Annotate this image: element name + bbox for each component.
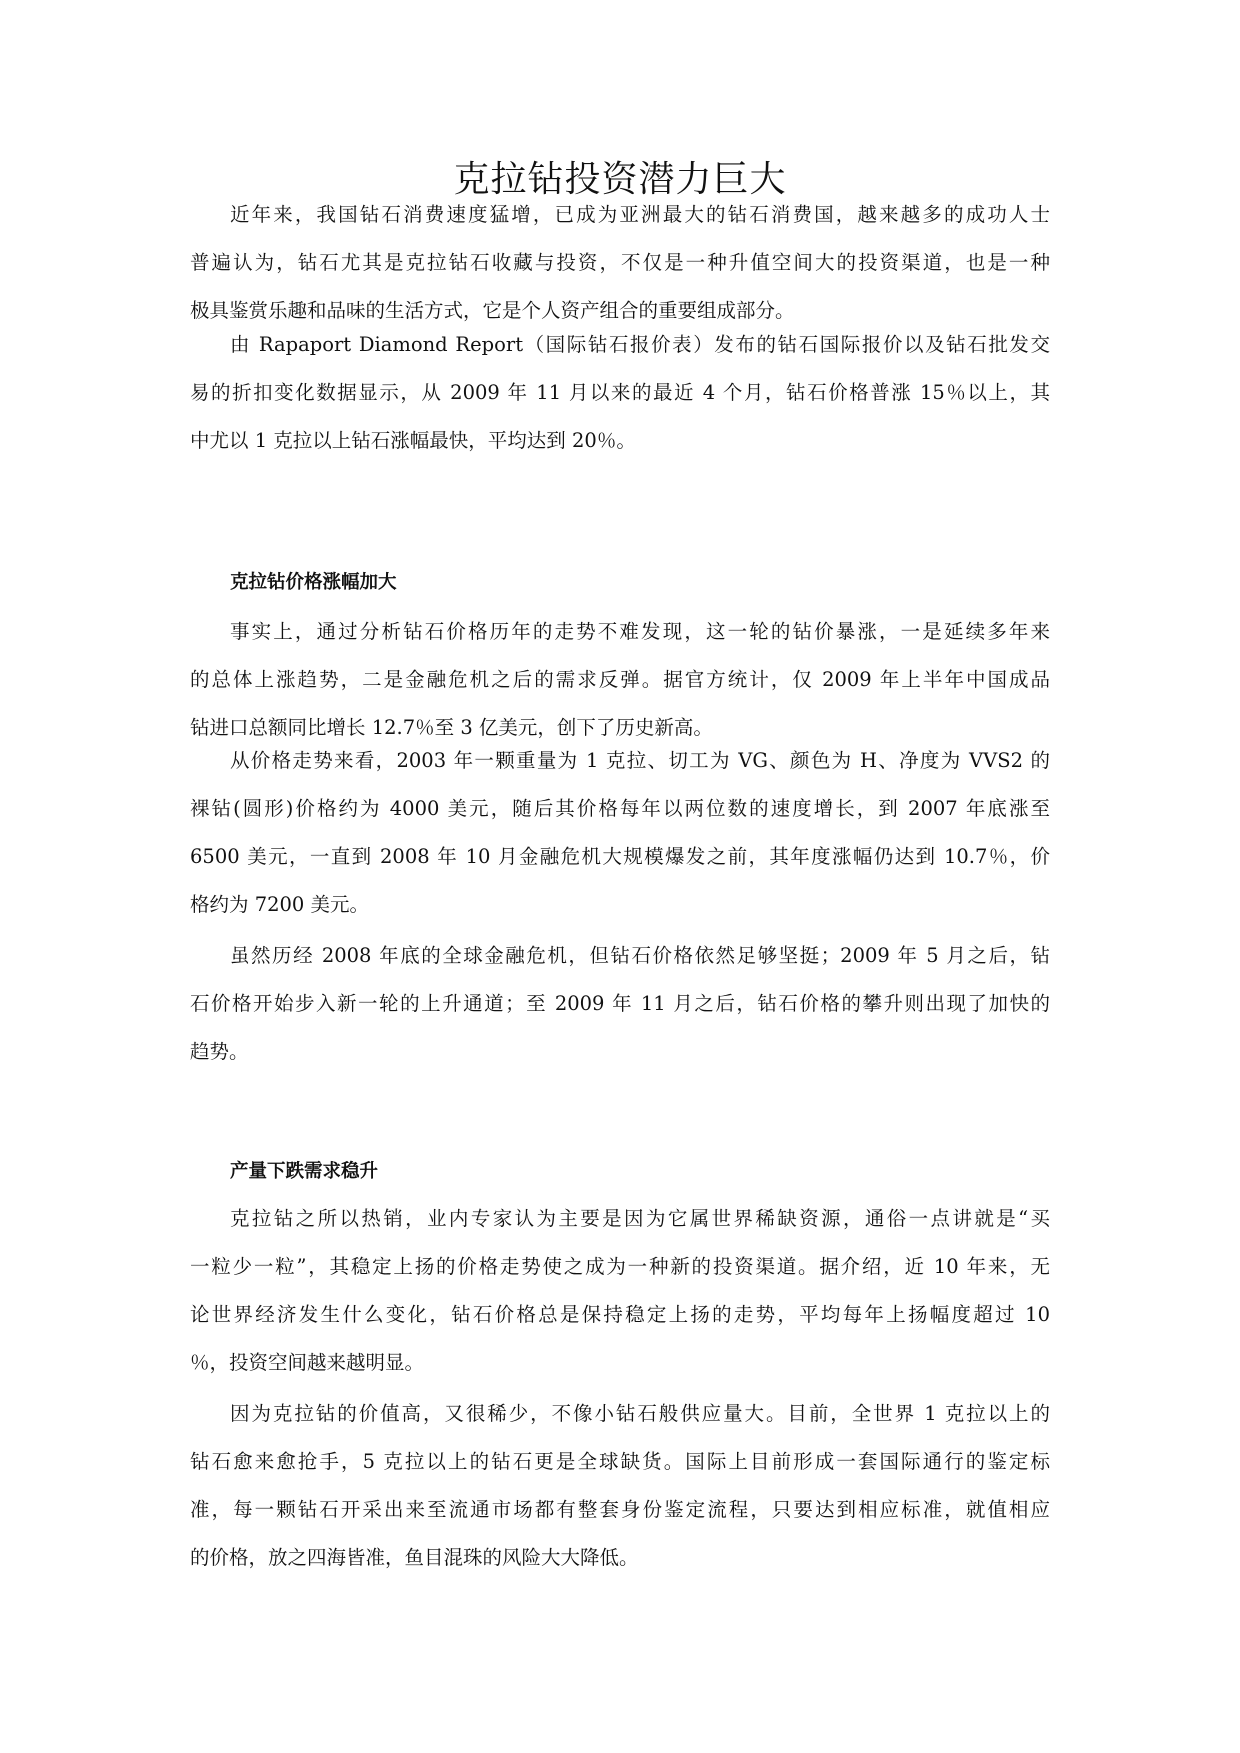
paragraph-value: [190, 1390, 1050, 1582]
paragraph-line: 虽然历经 2008 年底的全球金融危机，但钻石价格依然足够坚挺；2009 年 5 月之后，钻: [230, 944, 1050, 967]
paragraph-rapaport: [190, 321, 1050, 465]
paragraph-line: 钻进口总额同比增长 12.7％至 3 亿美元，创下了历史新高。: [190, 716, 713, 739]
section-heading-supply-demand: 产量下跌需求稳升: [230, 1161, 379, 1182]
paragraph-line: 6500 美元，一直到 2008 年 10 月金融危机大规模爆发之前，其年度涨幅仍达到 10.7％，价: [190, 845, 1050, 868]
paragraph-line: 钻石愈来愈抢手，5 克拉以上的钻石更是全球缺货。国际上目前形成一套国际通行的鉴定标: [190, 1450, 1050, 1473]
paragraph-line: 极具鉴赏乐趣和品味的生活方式，它是个人资产组合的重要组成部分。: [190, 299, 795, 322]
paragraph-intro: [190, 191, 1050, 335]
paragraph-line: ％，投资空间越来越明显。: [190, 1351, 425, 1374]
paragraph-line: 的价格，放之四海皆准，鱼目混珠的风险大大降低。: [190, 1546, 639, 1569]
paragraph-line: 易的折扣变化数据显示，从 2009 年 11 月以来的最近 4 个月，钻石价格普涨 15％以上，其: [190, 381, 1050, 404]
paragraph-line: 准，每一颗钻石开采出来至流通市场都有整套身份鉴定流程，只要达到相应标准，就值相应: [190, 1498, 1050, 1521]
paragraph-crisis: [190, 932, 1050, 1076]
paragraph-line: 普遍认为，钻石尤其是克拉钻石收藏与投资，不仅是一种升值空间大的投资渠道，也是一种: [190, 251, 1050, 274]
paragraph-line: 一粒少一粒”，其稳定上扬的价格走势使之成为一种新的投资渠道。据介绍，近 10 年来，无: [190, 1255, 1050, 1278]
paragraph-line: 事实上，通过分析钻石价格历年的走势不难发现，这一轮的钻价暴涨，一是延续多年来: [230, 620, 1050, 643]
paragraph-line: 格约为 7200 美元。: [190, 893, 370, 916]
paragraph-line: 因为克拉钻的价值高，又很稀少，不像小钻石般供应量大。目前，全世界 1 克拉以上的: [230, 1402, 1050, 1425]
paragraph-line: 石价格开始步入新一轮的上升通道；至 2009 年 11 月之后，钻石价格的攀升则出现了加快的: [190, 992, 1050, 1015]
paragraph-line: 裸钻(圆形)价格约为 4000 美元，随后其价格每年以两位数的速度增长，到 2007 年底涨至: [190, 797, 1050, 820]
section-heading-price-rise: 克拉钻价格涨幅加大: [230, 572, 397, 593]
paragraph-line: 由 Rapaport Diamond Report（国际钻石报价表）发布的钻石国际报价以及钻石批发交: [230, 333, 1050, 356]
paragraph-scarcity: [190, 1195, 1050, 1387]
paragraph-line: 的总体上涨趋势，二是金融危机之后的需求反弹。据官方统计，仅 2009 年上半年中国成品: [190, 668, 1050, 691]
document-title: 克拉钻投资潜力巨大: [453, 159, 787, 200]
paragraph-line: 近年来，我国钻石消费速度猛增，已成为亚洲最大的钻石消费国，越来越多的成功人士: [230, 203, 1050, 226]
paragraph-line: 趋势。: [190, 1040, 249, 1063]
paragraph-price-trend: [190, 737, 1050, 929]
paragraph-line: 中尤以 1 克拉以上钻石涨幅最快，平均达到 20％。: [190, 429, 636, 452]
paragraph-line: 论世界经济发生什么变化，钻石价格总是保持稳定上扬的走势，平均每年上扬幅度超过 10: [190, 1303, 1050, 1326]
paragraph-line: 克拉钻之所以热销，业内专家认为主要是因为它属世界稀缺资源，通俗一点讲就是“买: [230, 1207, 1050, 1230]
paragraph-analysis: [190, 608, 1050, 752]
paragraph-line: 从价格走势来看，2003 年一颗重量为 1 克拉、切工为 VG、颜色为 H、净度为 VVS2 的: [230, 749, 1050, 772]
